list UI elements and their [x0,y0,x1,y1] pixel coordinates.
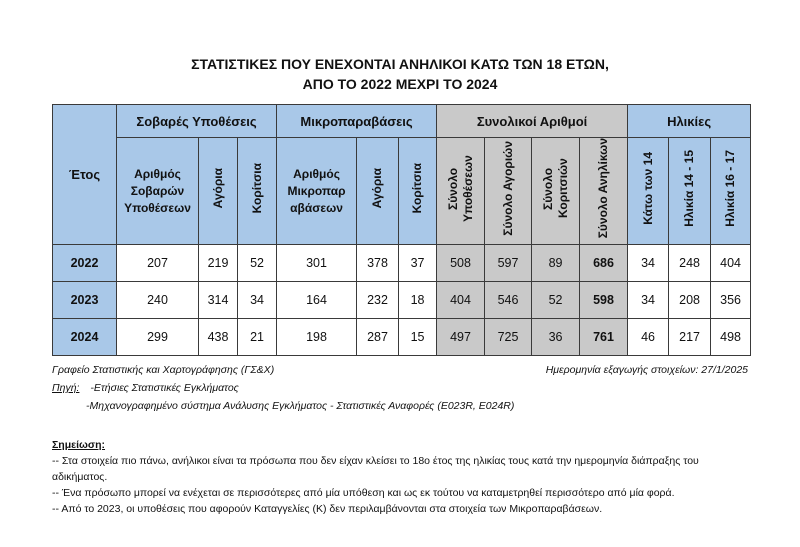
header-age-16-17: Ηλικία 16 - 17 [723,150,738,227]
cell-girls-minor: 37 [399,245,437,282]
footer-export-date: Ημερομηνία εξαγωγής στοιχείων: 27/1/2025 [545,364,748,376]
cell-under-14: 34 [628,245,669,282]
cell-boys-minor: 287 [357,319,399,356]
cell-age-16-17: 498 [711,319,751,356]
header-age-14-15: Ηλικία 14 - 15 [682,150,697,227]
cell-girls-serious: 52 [238,245,277,282]
cell-boys-minor: 378 [357,245,399,282]
notes-section [52,437,752,517]
cell-minor-count: 198 [277,319,357,356]
row-year: 2022 [53,245,117,282]
header-under-14: Κάτω των 14 [640,152,655,225]
cell-total-cases: 404 [437,282,485,319]
table-row [53,245,751,282]
cell-age-14-15: 248 [669,245,711,282]
cell-boys-serious: 314 [199,282,238,319]
year-header: Έτος [53,105,117,245]
cell-total-girls: 52 [532,282,580,319]
cell-under-14: 34 [628,282,669,319]
cell-boys-serious: 219 [199,245,238,282]
header-total-minors: Σύνολο Ανηλίκων [596,138,611,239]
group-totals: Συνολικοί Αριθμοί [437,105,628,138]
cell-boys-serious: 438 [199,319,238,356]
cell-girls-minor: 15 [399,319,437,356]
cell-total-minors: 686 [580,245,628,282]
cell-minor-count: 164 [277,282,357,319]
cell-girls-serious: 21 [238,319,277,356]
group-serious-cases: Σοβαρές Υποθέσεις [117,105,277,138]
source-1: -Ετήσιες Στατιστικές Εγκλήματος [90,382,239,394]
table-row [53,282,751,319]
footer-office: Γραφείο Στατιστικής και Χαρτογράφησης (ΓΣ&Χ) [52,364,275,376]
cell-age-14-15: 217 [669,319,711,356]
header-boys-minor: Αγόρια [370,168,385,209]
cell-minor-count: 301 [277,245,357,282]
cell-age-14-15: 208 [669,282,711,319]
title-line-2: ΑΠΟ ΤΟ 2022 ΜΕΧΡΙ ΤΟ 2024 [302,76,498,92]
notes-heading: Σημείωση: [52,439,106,451]
cell-total-girls: 36 [532,319,580,356]
group-minor-offences: Μικροπαραβάσεις [277,105,437,138]
cell-total-girls: 89 [532,245,580,282]
cell-total-cases: 508 [437,245,485,282]
cell-total-minors: 761 [580,319,628,356]
cell-total-cases: 497 [437,319,485,356]
row-year: 2023 [53,282,117,319]
header-girls-minor: Κορίτσια [410,163,425,214]
cell-age-16-17: 404 [711,245,751,282]
statistics-table [52,104,751,356]
header-total-boys: Σύνολο Αγοριών [500,141,515,236]
header-boys-serious: Αγόρια [210,168,225,209]
cell-serious-count: 240 [117,282,199,319]
title-line-1: ΣΤΑΤΙΣΤΙΚΕΣ ΠΟΥ ΕΝΕΧΟΝΤΑΙ ΑΝΗΛΙΚΟΙ ΚΑΤΩ ΤΩΝ 18 ΕΤΩΝ, [191,56,609,72]
cell-total-boys: 597 [485,245,532,282]
cell-girls-minor: 18 [399,282,437,319]
header-minor-count: Αριθμός Μικροπαρ αβάσεων [277,138,357,245]
table-row [53,319,751,356]
note-1: -- Στα στοιχεία πιο πάνω, ανήλικοι είναι τα πρόσωπα που δεν είχαν κλείσει το 18ο έτος της ηλικίας τους κατά την ημερομηνία διάπραξης του αδικήματος. [52,455,699,483]
cell-under-14: 46 [628,319,669,356]
cell-girls-serious: 34 [238,282,277,319]
cell-serious-count: 207 [117,245,199,282]
cell-boys-minor: 232 [357,282,399,319]
header-serious-count: Αριθμός Σοβαρών Υποθέσεων [117,138,199,245]
row-year: 2024 [53,319,117,356]
cell-total-minors: 598 [580,282,628,319]
cell-total-boys: 725 [485,319,532,356]
cell-serious-count: 299 [117,319,199,356]
header-girls-serious: Κορίτσια [249,163,264,214]
header-total-cases: Σύνολο Υποθέσεων [445,155,475,222]
cell-age-16-17: 356 [711,282,751,319]
note-2: -- Ένα πρόσωπο μπορεί να ενέχεται σε περισσότερες από μία υπόθεση και ως εκ τούτου να καταμετρηθεί περισσότερο από μία φορά. [52,487,675,499]
group-ages: Ηλικίες [628,105,751,138]
source-label: Πηγή: [52,382,80,394]
source-2: -Μηχανογραφημένο σύστημα Ανάλυσης Εγκλήματος - Στατιστικές Αναφορές (E023R, E024R) [86,400,515,412]
header-total-girls: Σύνολο Κοριτσιών [540,158,570,219]
note-3: -- Από το 2023, οι υποθέσεις που αφορούν Καταγγελίες (Κ) δεν περιλαμβάνονται στα στοιχεία των Μικροπαραβάσεων. [52,503,603,515]
cell-total-boys: 546 [485,282,532,319]
